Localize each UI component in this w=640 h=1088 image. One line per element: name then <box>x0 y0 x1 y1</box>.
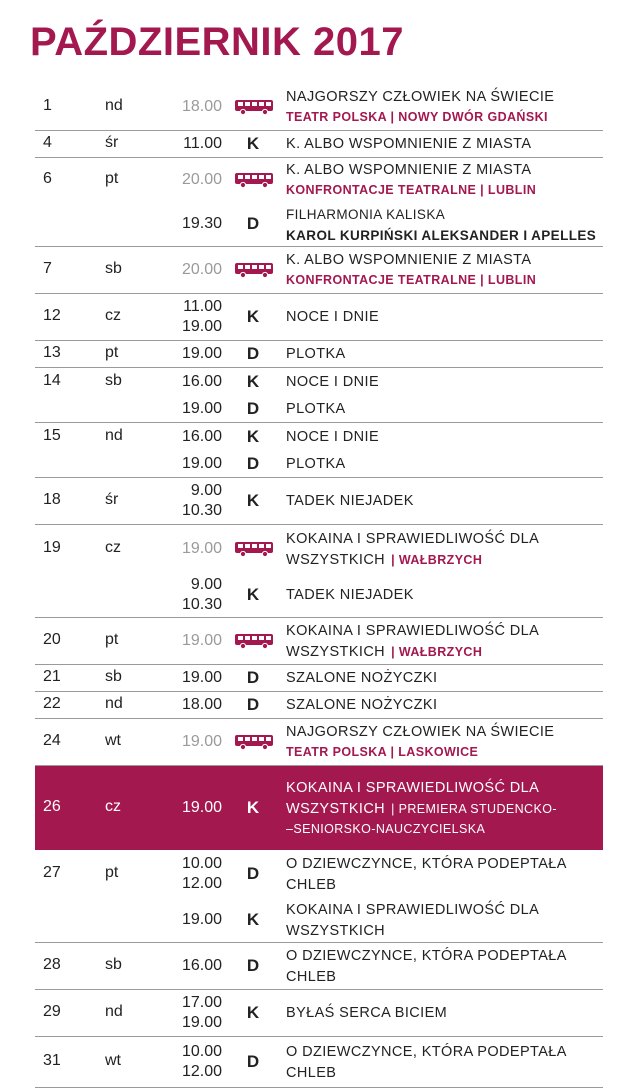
stage-code: D <box>246 214 260 233</box>
event-title: PLOTKA <box>286 346 346 362</box>
event-entry <box>35 247 603 293</box>
schedule-row <box>35 84 603 131</box>
event-time <box>170 260 222 280</box>
event-title: PLOTKA <box>286 400 346 417</box>
event-time <box>170 1042 222 1082</box>
schedule-row <box>35 943 603 990</box>
event-title: O DZIEWCZYNCE, KTÓRA PODEPTAŁA <box>286 1044 567 1060</box>
stage-code: K <box>246 491 260 510</box>
event-text <box>286 585 604 606</box>
time-line: 19.00 <box>181 345 222 362</box>
schedule-row <box>35 850 603 943</box>
event-time <box>170 798 222 818</box>
time-line: 12.00 <box>181 1063 222 1080</box>
event-note: | WAŁBRZYCH <box>391 645 483 659</box>
event-title: BYŁAŚ SERCA BICIEM <box>286 1005 448 1021</box>
row-day: 28 <box>43 956 61 973</box>
stage-code: D <box>246 453 260 473</box>
bus-icon <box>234 262 274 278</box>
time-line: 11.00 <box>183 298 222 315</box>
event-text <box>286 695 604 716</box>
event-note: | WAŁBRZYCH <box>391 552 483 567</box>
event-title-continued: CHLEB <box>286 1065 337 1081</box>
time-line: 16.00 <box>181 372 222 390</box>
row-weekday: nd <box>105 97 123 114</box>
row-weekday: śr <box>105 134 119 151</box>
event-entry <box>35 618 603 664</box>
row-weekday: sb <box>105 260 122 277</box>
time-line: 10.30 <box>181 502 222 519</box>
row-weekday: nd <box>105 426 123 444</box>
event-note: TEATR POLSKA | LASKOWICE <box>286 745 479 759</box>
stage-code: K <box>246 909 260 929</box>
schedule-row <box>35 247 603 294</box>
event-title-continued: WSZYSTKICH <box>286 922 386 939</box>
row-day: 12 <box>43 307 61 324</box>
schedule-row <box>35 158 603 247</box>
stage-code: K <box>246 134 260 153</box>
event-title-line2 <box>286 799 604 820</box>
time-line: 19.00 <box>181 669 222 686</box>
time-line: 19.00 <box>181 1014 222 1031</box>
time-line: 11.00 <box>183 135 222 152</box>
event-time <box>170 575 222 615</box>
row-day: 31 <box>43 1052 61 1069</box>
event-title: NOCE I DNIE <box>286 428 380 445</box>
stage-code: K <box>246 798 260 817</box>
schedule-row <box>35 618 603 665</box>
schedule-row <box>35 665 603 692</box>
row-day: 26 <box>43 798 61 815</box>
schedule-row <box>35 990 603 1037</box>
event-text <box>286 900 604 942</box>
event-entry <box>35 850 603 897</box>
event-time <box>170 539 222 559</box>
schedule-row <box>35 341 603 368</box>
stage-code: D <box>246 1052 260 1071</box>
event-text <box>286 668 604 689</box>
stage-code: D <box>246 863 260 883</box>
time-line: 9.00 <box>190 482 222 499</box>
event-text <box>286 87 604 126</box>
schedule-row <box>35 525 603 618</box>
event-title: K. ALBO WSPOMNIENIE Z MIASTA <box>286 136 532 152</box>
event-title: NOCE I DNIE <box>286 309 380 325</box>
row-weekday: sb <box>105 668 122 685</box>
bus-icon <box>234 734 274 750</box>
time-line: 12.00 <box>181 874 222 892</box>
event-time <box>170 344 222 364</box>
event-title-line2 <box>286 550 604 571</box>
row-day: 1 <box>43 97 52 114</box>
event-note: KAROL KURPIŃSKI ALEKSANDER I APELLES <box>286 228 597 243</box>
event-text <box>286 250 604 289</box>
schedule-row <box>35 1037 603 1088</box>
row-weekday: pt <box>105 863 119 881</box>
schedule-row <box>35 423 603 478</box>
event-entry <box>35 478 603 524</box>
stage-code: D <box>246 956 260 975</box>
event-entry <box>35 766 603 850</box>
event-title-continued: WSZYSTKICH <box>286 551 386 568</box>
stage-code: K <box>246 426 260 446</box>
event-text <box>286 427 604 448</box>
stage-code: D <box>246 695 260 714</box>
time-line: 19.00 <box>181 799 222 816</box>
row-weekday: sb <box>105 956 122 973</box>
row-day: 19 <box>43 538 61 556</box>
time-line: 16.00 <box>181 427 222 445</box>
row-day: 22 <box>43 695 61 712</box>
time-line: 10.00 <box>181 854 222 872</box>
event-text <box>286 454 604 475</box>
event-title: KOKAINA I SPRAWIEDLIWOŚĆ DLA <box>286 780 540 796</box>
event-title: NAJGORSZY CZŁOWIEK NA ŚWIECIE <box>286 724 555 740</box>
event-time <box>170 399 222 419</box>
event-title: SZALONE NOŻYCZKI <box>286 697 438 713</box>
event-text <box>286 372 604 393</box>
time-line: 10.00 <box>181 1043 222 1060</box>
event-title: FILHARMONIA KALISKA <box>286 207 446 222</box>
event-time <box>170 297 222 337</box>
event-note: | PREMIERA STUDENCKO- <box>391 802 557 816</box>
event-entry <box>35 423 603 450</box>
event-title: NAJGORSZY CZŁOWIEK NA ŚWIECIE <box>286 89 555 105</box>
row-day: 24 <box>43 732 61 749</box>
event-note: KONFRONTACJE TEATRALNE | LUBLIN <box>286 183 537 197</box>
stage-code: D <box>246 398 260 418</box>
event-entry <box>35 131 603 157</box>
event-title-line2 <box>286 642 604 663</box>
event-text <box>286 529 604 571</box>
time-line: 19.00 <box>181 539 222 557</box>
event-text <box>286 307 604 328</box>
event-text <box>286 134 604 155</box>
event-text <box>286 621 604 663</box>
schedule-row <box>35 131 603 158</box>
event-entry <box>35 158 603 202</box>
event-text <box>286 1042 604 1084</box>
event-title: K. ALBO WSPOMNIENIE Z MIASTA <box>286 162 532 178</box>
event-text <box>286 946 604 988</box>
event-title: SZALONE NOŻYCZKI <box>286 670 438 686</box>
time-line: 19.00 <box>181 632 222 649</box>
row-day: 21 <box>43 668 61 685</box>
event-title: KOKAINA I SPRAWIEDLIWOŚĆ DLA <box>286 623 540 639</box>
event-title: O DZIEWCZYNCE, KTÓRA PODEPTAŁA <box>286 855 567 872</box>
bus-icon <box>234 633 274 649</box>
event-note-line2: –SENIORSKO-NAUCZYCIELSKA <box>286 822 486 836</box>
event-time <box>170 732 222 752</box>
row-weekday: pt <box>105 170 119 187</box>
event-entry <box>35 990 603 1036</box>
page-title: PAŹDZIERNIK 2017 <box>30 20 405 64</box>
row-weekday: wt <box>105 1052 121 1069</box>
event-time <box>170 134 222 154</box>
row-day: 20 <box>43 631 61 648</box>
row-day: 7 <box>43 260 52 277</box>
time-line: 18.00 <box>181 98 222 115</box>
stage-code: K <box>246 371 260 391</box>
event-entry <box>35 450 603 477</box>
event-title-continued: WSZYSTKICH <box>286 801 386 817</box>
schedule-row <box>35 294 603 341</box>
time-line: 19.30 <box>181 215 222 232</box>
row-weekday: pt <box>105 631 119 648</box>
schedule-row <box>35 368 603 423</box>
time-line: 19.00 <box>181 318 222 335</box>
row-weekday: śr <box>105 491 119 508</box>
stage-code: K <box>246 307 260 326</box>
time-line: 17.00 <box>181 994 222 1011</box>
event-time <box>170 993 222 1033</box>
event-entry <box>35 368 603 395</box>
event-time <box>170 631 222 651</box>
bus-icon <box>234 99 274 115</box>
event-entry <box>35 294 603 340</box>
event-text <box>286 1003 604 1024</box>
bus-icon <box>234 541 274 557</box>
event-time <box>170 372 222 392</box>
event-entry <box>35 341 603 367</box>
event-text <box>286 399 604 420</box>
time-line: 19.00 <box>181 910 222 928</box>
event-title: NOCE I DNIE <box>286 373 380 390</box>
event-title-line2 <box>286 1063 604 1084</box>
row-weekday: cz <box>105 538 121 556</box>
event-time <box>170 910 222 930</box>
event-title-continued: WSZYSTKICH <box>286 644 386 660</box>
event-note: KONFRONTACJE TEATRALNE | LUBLIN <box>286 273 537 287</box>
schedule-table <box>35 84 603 1088</box>
stage-code: K <box>246 1003 260 1022</box>
event-entry <box>35 943 603 989</box>
event-time <box>170 214 222 234</box>
event-text <box>286 204 604 246</box>
event-title: O DZIEWCZYNCE, KTÓRA PODEPTAŁA <box>286 948 567 964</box>
event-time <box>170 454 222 474</box>
row-weekday: wt <box>105 732 121 749</box>
time-line: 20.00 <box>181 171 222 188</box>
row-day: 13 <box>43 344 61 361</box>
event-title-line2 <box>286 967 604 988</box>
event-title-line2 <box>286 875 604 896</box>
row-weekday: nd <box>105 695 123 712</box>
event-title: K. ALBO WSPOMNIENIE Z MIASTA <box>286 252 532 268</box>
event-entry <box>35 202 603 246</box>
row-day: 14 <box>43 371 61 389</box>
event-time <box>170 97 222 117</box>
event-time <box>170 854 222 894</box>
event-time <box>170 695 222 715</box>
schedule-row <box>35 478 603 525</box>
row-weekday: cz <box>105 307 121 324</box>
event-entry <box>35 897 603 942</box>
event-time <box>170 170 222 190</box>
event-entry <box>35 525 603 572</box>
event-time <box>170 956 222 976</box>
stage-code: D <box>246 344 260 363</box>
event-title: KOKAINA I SPRAWIEDLIWOŚĆ DLA <box>286 530 540 547</box>
row-day: 4 <box>43 134 52 151</box>
row-day: 15 <box>43 426 61 444</box>
time-line: 19.00 <box>181 733 222 750</box>
row-weekday: sb <box>105 371 122 389</box>
event-text <box>286 722 604 761</box>
event-title-continued: CHLEB <box>286 876 337 893</box>
event-title: PLOTKA <box>286 455 346 472</box>
event-title: TADEK NIEJADEK <box>286 493 414 509</box>
row-day: 29 <box>43 1003 61 1020</box>
bus-icon <box>234 172 274 188</box>
event-text <box>286 344 604 365</box>
event-text <box>286 160 604 199</box>
row-weekday: pt <box>105 344 119 361</box>
event-entry <box>35 665 603 691</box>
event-time <box>170 668 222 688</box>
schedule-row <box>35 719 603 766</box>
stage-code: K <box>246 584 260 604</box>
event-entry <box>35 84 603 130</box>
event-title: KOKAINA I SPRAWIEDLIWOŚĆ DLA <box>286 901 540 918</box>
event-text <box>286 854 604 896</box>
event-entry <box>35 1037 603 1087</box>
event-title: TADEK NIEJADEK <box>286 586 414 603</box>
time-line: 20.00 <box>181 261 222 278</box>
row-weekday: nd <box>105 1003 123 1020</box>
row-day: 18 <box>43 491 61 508</box>
event-entry <box>35 692 603 718</box>
time-line: 19.00 <box>181 399 222 417</box>
event-text <box>286 491 604 512</box>
time-line: 16.00 <box>181 957 222 974</box>
row-day: 6 <box>43 170 52 187</box>
time-line: 10.30 <box>181 595 222 613</box>
event-entry <box>35 395 603 422</box>
event-note: TEATR POLSKA | NOWY DWÓR GDAŃSKI <box>286 110 548 124</box>
event-entry <box>35 572 603 617</box>
time-line: 19.00 <box>181 454 222 472</box>
event-title-continued: CHLEB <box>286 969 337 985</box>
event-title-line2 <box>286 921 604 942</box>
stage-code: D <box>246 668 260 687</box>
event-time <box>170 427 222 447</box>
row-day: 27 <box>43 863 61 881</box>
row-weekday: cz <box>105 798 121 815</box>
event-time <box>170 481 222 521</box>
time-line: 9.00 <box>190 575 222 593</box>
schedule-row <box>35 766 603 850</box>
event-entry <box>35 719 603 765</box>
event-text <box>286 778 604 838</box>
schedule-row <box>35 692 603 719</box>
time-line: 18.00 <box>181 696 222 713</box>
